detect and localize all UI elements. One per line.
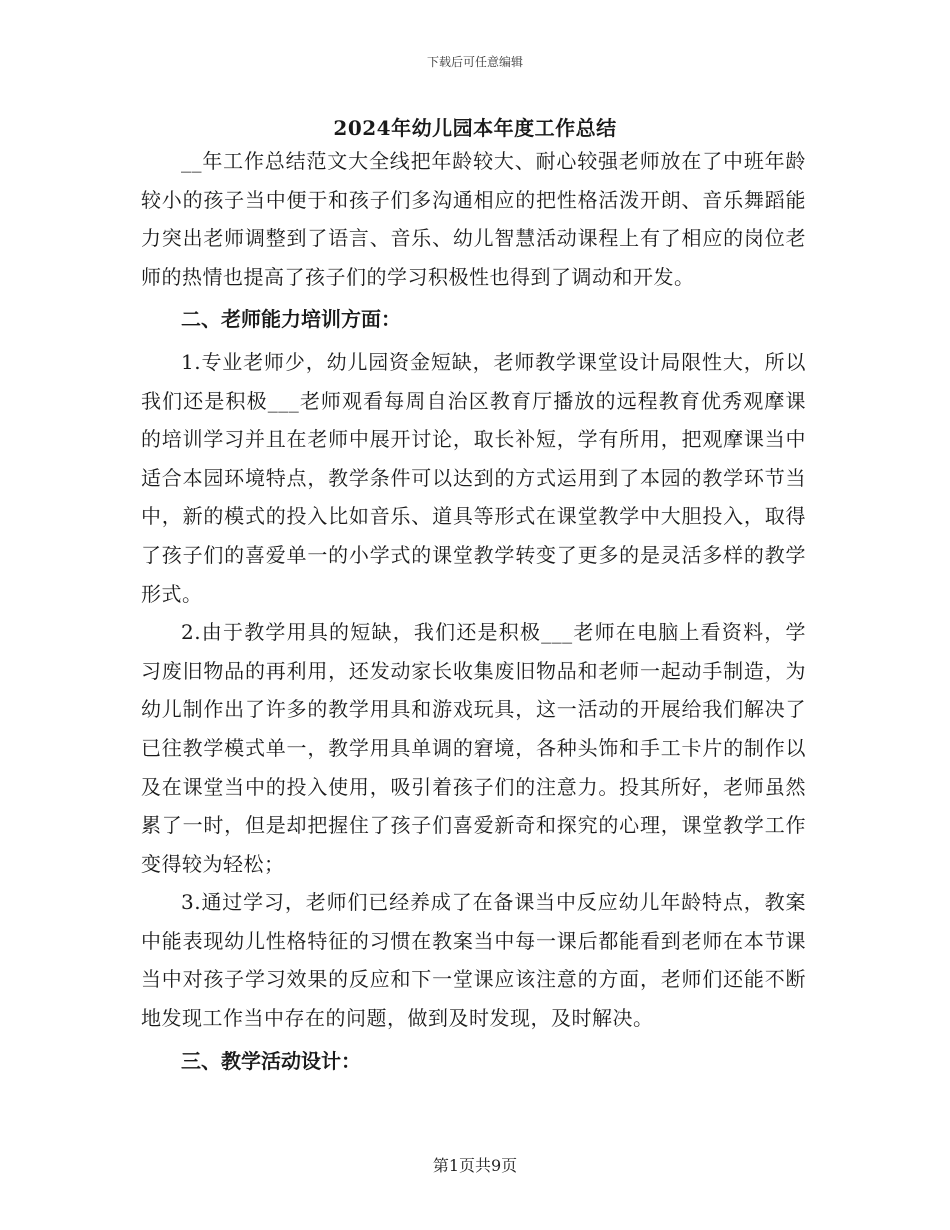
- section-heading-teaching-activity: 三、教学活动设计：: [181, 1048, 361, 1073]
- page-number: 第1页共9页: [432, 1156, 518, 1175]
- paragraph-item-1: 1.专业老师少，幼儿园资金短缺，老师教学课堂设计局限性大，所以我们还是积极___老师观看每周自治区教育厅播放的远程教育优秀观摩课的培训学习并且在老师中展开讨论，取长补短，学有所用，把观摩课当中适合本园环境特点，教学条件可以达到的方式运用到了本园的教学环节当中，新的模式的投入比如音乐、道具等形式在课堂教学中大胆投入，取得了孩子们的喜爱单一的小学式的课堂教学转变了更多的是灵活多样的教学形式。: [141, 349, 806, 606]
- section-heading-teacher-training: 二、老师能力培训方面：: [181, 307, 401, 332]
- paragraph-intro: __年工作总结范文大全线把年龄较大、耐心较强老师放在了中班年龄较小的孩子当中便于和孩子们多沟通相应的把性格活泼开朗、音乐舞蹈能力突出老师调整到了语言、音乐、幼儿智慧活动课程上有了相应的岗位老师的热情也提高了孩子们的学习积极性也得到了调动和开发。: [141, 149, 806, 289]
- page-header: 下载后可任意编辑: [426, 55, 523, 69]
- paragraph-item-2: 2.由于教学用具的短缺，我们还是积极___老师在电脑上看资料，学习废旧物品的再利用，还发动家长收集废旧物品和老师一起动手制造，为幼儿制作出了许多的教学用具和游戏玩具，这一活动的开展给我们解决了已往教学模式单一，教学用具单调的窘境，各种头饰和手工卡片的制作以及在课堂当中的投入使用，吸引着孩子们的注意力。投其所好，老师虽然累了一时，但是却把握住了孩子们喜爱新奇和探究的心理，课堂教学工作变得较为轻松；: [141, 620, 806, 876]
- document-title: 2024年幼儿园本年度工作总结: [333, 116, 617, 140]
- document-body: [141, 142, 806, 1084]
- paragraph-item-3: 3.通过学习，老师们已经养成了在备课当中反应幼儿年龄特点，教案中能表现幼儿性格特征的习惯在教案当中每一课后都能看到老师在本节课当中对孩子学习效果的反应和下一堂课应该注意的方面，老师们还能不断地发现工作当中存在的问题，做到及时发现，及时解决。: [141, 890, 806, 1031]
